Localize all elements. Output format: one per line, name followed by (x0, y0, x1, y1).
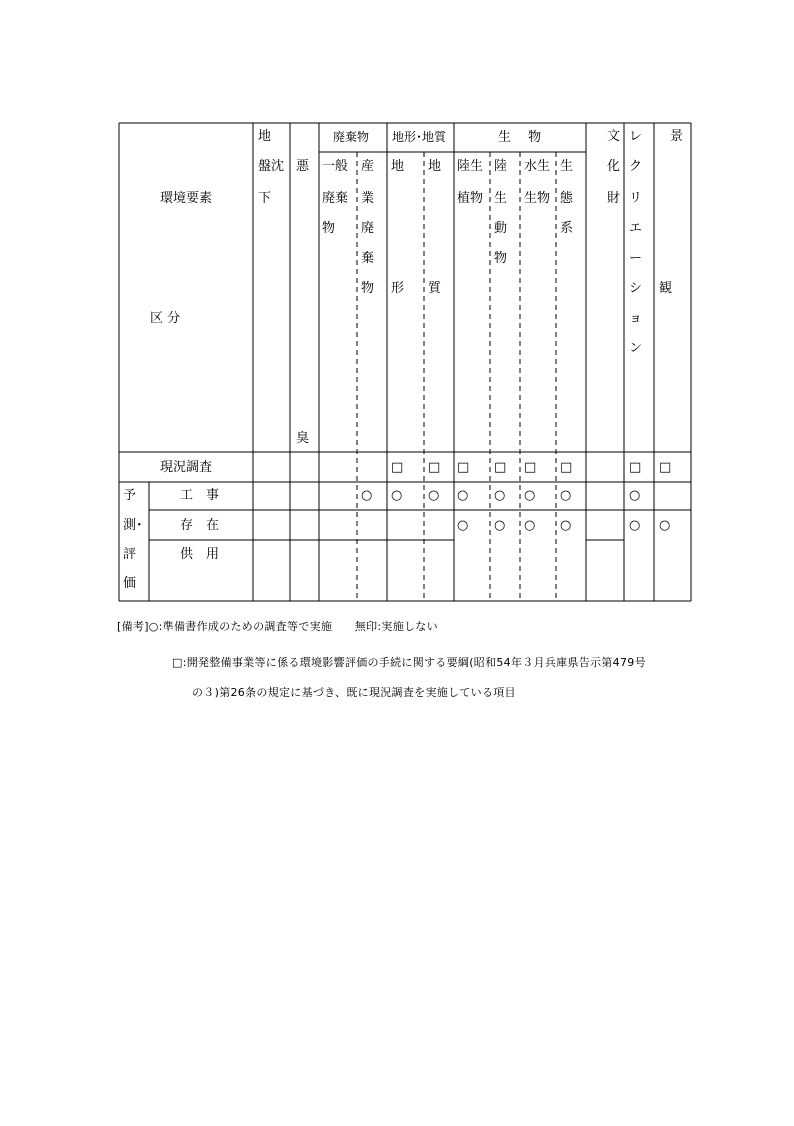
column-header-rikusei_dou: 物 (494, 251, 508, 266)
column-header-chishitsu: 質 (428, 281, 442, 296)
column-header-jiban: 盤沈 (258, 159, 285, 174)
mark-koji: ○ (428, 488, 440, 503)
row-label-kyoyo: 供 用 (180, 547, 220, 562)
mark-sonzai: ○ (494, 518, 506, 533)
column-header-jiban: 下 (258, 191, 272, 206)
table-text (123, 128, 683, 591)
column-header-recreation: ョ (629, 311, 643, 326)
group-header-seibutsu: 生 物 (498, 130, 542, 145)
column-header-rikusei_dou: 生 (494, 191, 508, 206)
row-label-koji: 工 事 (180, 488, 220, 503)
column-header-sangyo: 業 (361, 191, 375, 206)
prediction-group-label: 予 (123, 488, 137, 503)
column-header-rikusei_shoku: 陸生 (457, 159, 484, 174)
column-header-recreation: ク (629, 159, 643, 174)
column-header-akushu: 臭 (296, 431, 310, 446)
corner-label-bottom: 区 分 (150, 311, 181, 326)
mark-sonzai: ○ (457, 518, 469, 533)
mark-koji: ○ (629, 488, 641, 503)
mark-sonzai: ○ (560, 518, 572, 533)
column-header-recreation: エ (629, 221, 643, 236)
group-header-haikibutsu: 廃棄物 (333, 130, 370, 144)
column-header-rikusei_dou: 動 (494, 221, 508, 236)
column-header-suisei: 生物 (524, 191, 551, 206)
column-header-ippan: 物 (322, 221, 336, 236)
mark-genkyo: □ (494, 460, 507, 475)
mark-sonzai: ○ (629, 518, 641, 533)
column-header-bunka: 財 (607, 191, 621, 206)
row-label-genkyo: 現況調査 (160, 460, 213, 475)
column-header-sangyo: 廃 (361, 221, 375, 236)
column-header-chikei: 形 (391, 281, 405, 296)
prediction-group-label: 測･ (123, 518, 143, 533)
column-header-ippan: 一般 (322, 159, 349, 174)
mark-sonzai: ○ (659, 518, 671, 533)
corner-label-top: 環境要素 (160, 191, 213, 206)
column-header-keikan: 観 (659, 281, 673, 296)
column-header-chishitsu: 地 (428, 159, 442, 174)
mark-genkyo: □ (560, 460, 573, 475)
column-header-seitai: 態 (560, 191, 574, 206)
prediction-group-label: 価 (123, 576, 137, 591)
note-line-2: □:開発整備事業等に係る環境影響評価の手続に関する要綱(昭和54年３月兵庫県告示第479号 (172, 656, 646, 669)
column-header-sangyo: 棄 (361, 251, 375, 266)
column-header-chikei: 地 (391, 159, 405, 174)
mark-koji: ○ (391, 488, 403, 503)
mark-koji: ○ (560, 488, 572, 503)
column-header-recreation: リ (629, 191, 643, 206)
column-header-recreation: レ (629, 129, 643, 144)
column-header-recreation: ン (629, 341, 643, 356)
column-header-recreation: シ (629, 281, 643, 296)
note-line-1: [備考]○:準備書作成のための調査等で実施 無印:実施しない (117, 620, 438, 633)
column-header-suisei: 水生 (524, 159, 551, 174)
column-header-sangyo: 産 (361, 159, 375, 174)
column-header-ippan: 廃棄 (322, 191, 349, 206)
column-header-seitai: 系 (560, 221, 574, 236)
column-header-keikan: 景 (670, 129, 684, 144)
mark-genkyo: □ (524, 460, 537, 475)
prediction-group-label: 評 (123, 547, 137, 562)
mark-koji: ○ (361, 488, 373, 503)
mark-genkyo: □ (457, 460, 470, 475)
column-header-recreation: ー (629, 251, 643, 266)
column-header-seitai: 生 (560, 159, 574, 174)
column-header-akushu: 悪 (296, 159, 310, 174)
mark-genkyo: □ (659, 460, 672, 475)
column-header-jiban: 地 (258, 129, 272, 144)
mark-koji: ○ (524, 488, 536, 503)
mark-genkyo: □ (428, 460, 441, 475)
column-header-bunka: 化 (607, 159, 621, 174)
column-header-sangyo: 物 (361, 281, 375, 296)
mark-koji: ○ (457, 488, 469, 503)
column-header-rikusei_dou: 陸 (494, 159, 508, 174)
mark-genkyo: □ (629, 460, 642, 475)
column-header-rikusei_shoku: 植物 (457, 191, 484, 206)
column-header-bunka: 文 (607, 129, 621, 144)
row-label-sonzai: 存 在 (180, 518, 220, 533)
mark-sonzai: ○ (524, 518, 536, 533)
note-line-3: の３)第26条の規定に基づき、既に現況調査を実施している項目 (192, 686, 516, 699)
group-header-chikei: 地形･地質 (392, 130, 447, 144)
mark-koji: ○ (494, 488, 506, 503)
mark-genkyo: □ (391, 460, 404, 475)
